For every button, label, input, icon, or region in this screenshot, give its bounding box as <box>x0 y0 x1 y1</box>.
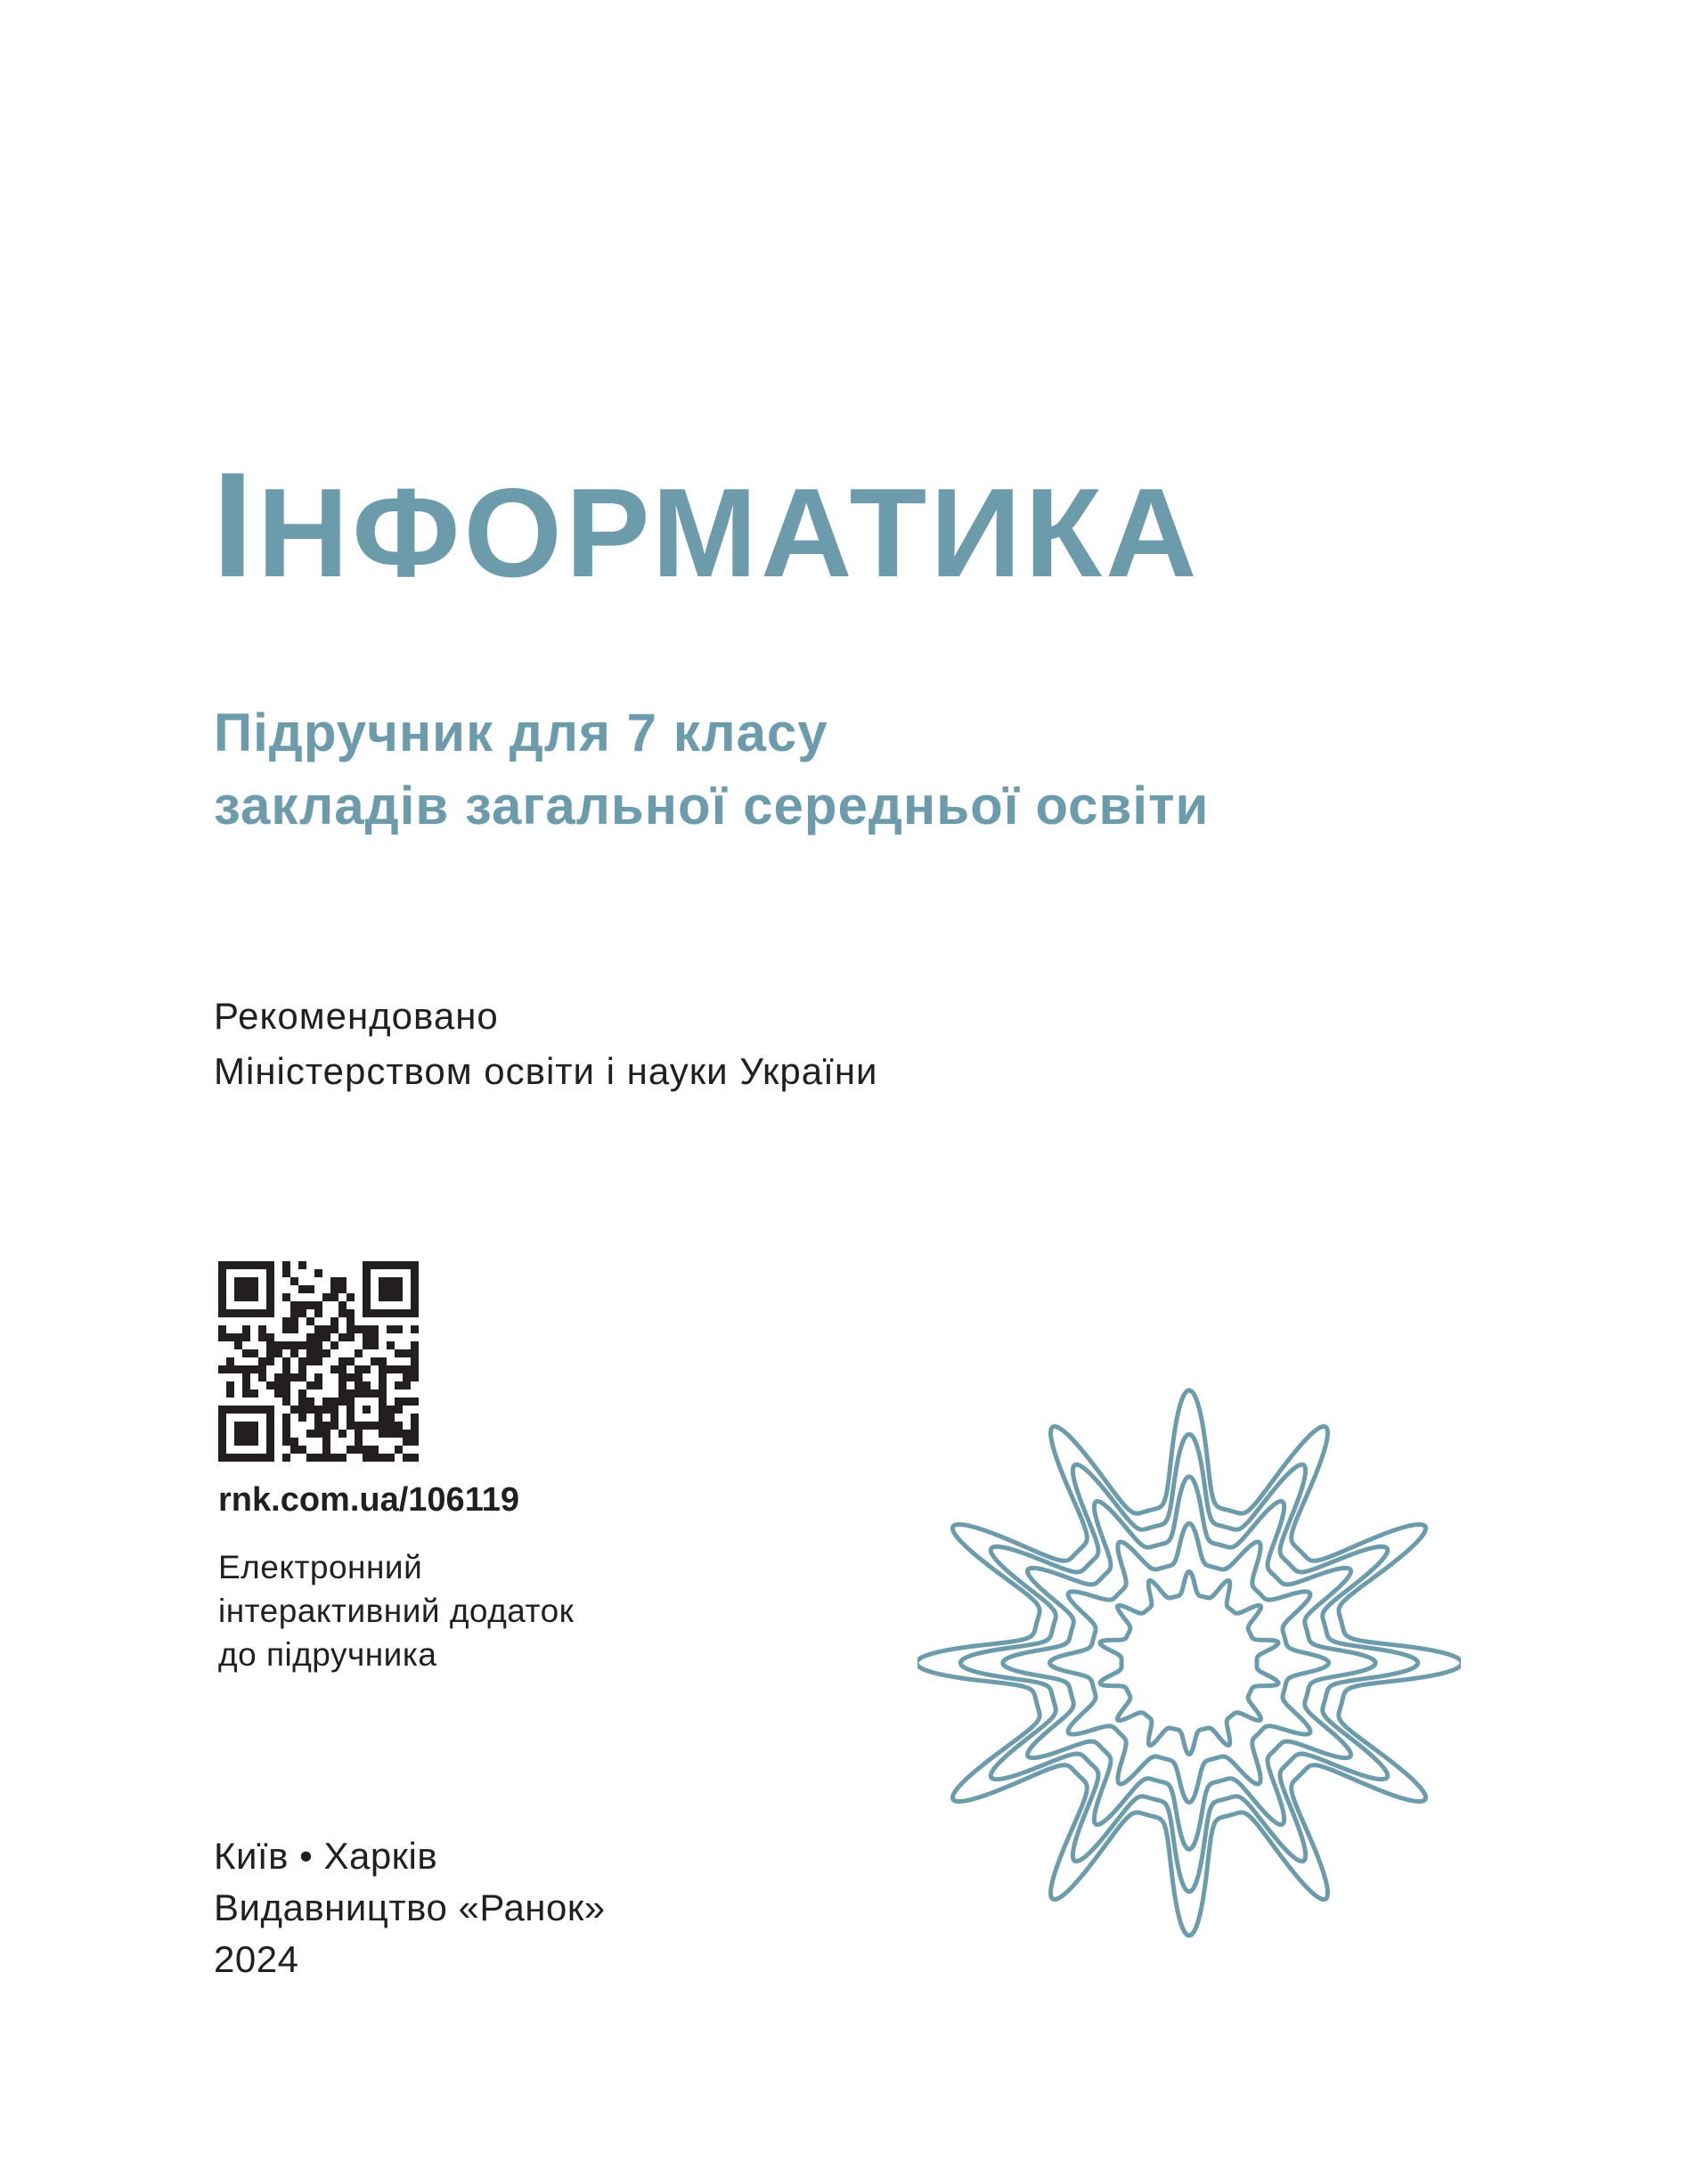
ornament-ring-4 <box>960 1434 1418 1892</box>
ornament-ring-2 <box>1049 1523 1328 1802</box>
qr-code-icon[interactable] <box>218 1261 419 1462</box>
publisher-name: Видавництво «Ранок» <box>214 1887 606 1928</box>
recommendation-line-2: Міністерством освіти і науки України <box>214 1050 878 1092</box>
addon-line-1: Електронний <box>218 1549 423 1585</box>
book-title-rest: НФОРМАТИКА <box>257 462 1201 604</box>
addon-description <box>218 1545 574 1676</box>
ornament-ring-5 <box>917 1390 1461 1935</box>
publisher-info <box>214 1830 606 1985</box>
recommendation-line-1: Рекомендовано <box>214 995 499 1037</box>
ornament-ring-1 <box>1100 1571 1278 1754</box>
addon-line-2: інтерактивний додаток <box>218 1593 575 1629</box>
ornament-ring-3 <box>1003 1477 1375 1849</box>
book-title <box>212 441 1201 608</box>
publisher-year: 2024 <box>214 1938 299 1980</box>
publisher-cities: Київ • Харків <box>214 1835 438 1877</box>
book-subtitle <box>214 697 1209 843</box>
addon-line-3: до підручника <box>218 1636 437 1673</box>
addon-link[interactable]: rnk.com.ua/106119 <box>218 1481 519 1519</box>
subtitle-line-1: Підручник для 7 класу <box>214 703 828 762</box>
subtitle-line-2: закладів загальної середньої освіти <box>214 776 1210 835</box>
star-ornament-icon <box>917 1376 1461 1951</box>
recommendation-note <box>214 989 877 1099</box>
book-title-first-letter: І <box>212 441 257 608</box>
